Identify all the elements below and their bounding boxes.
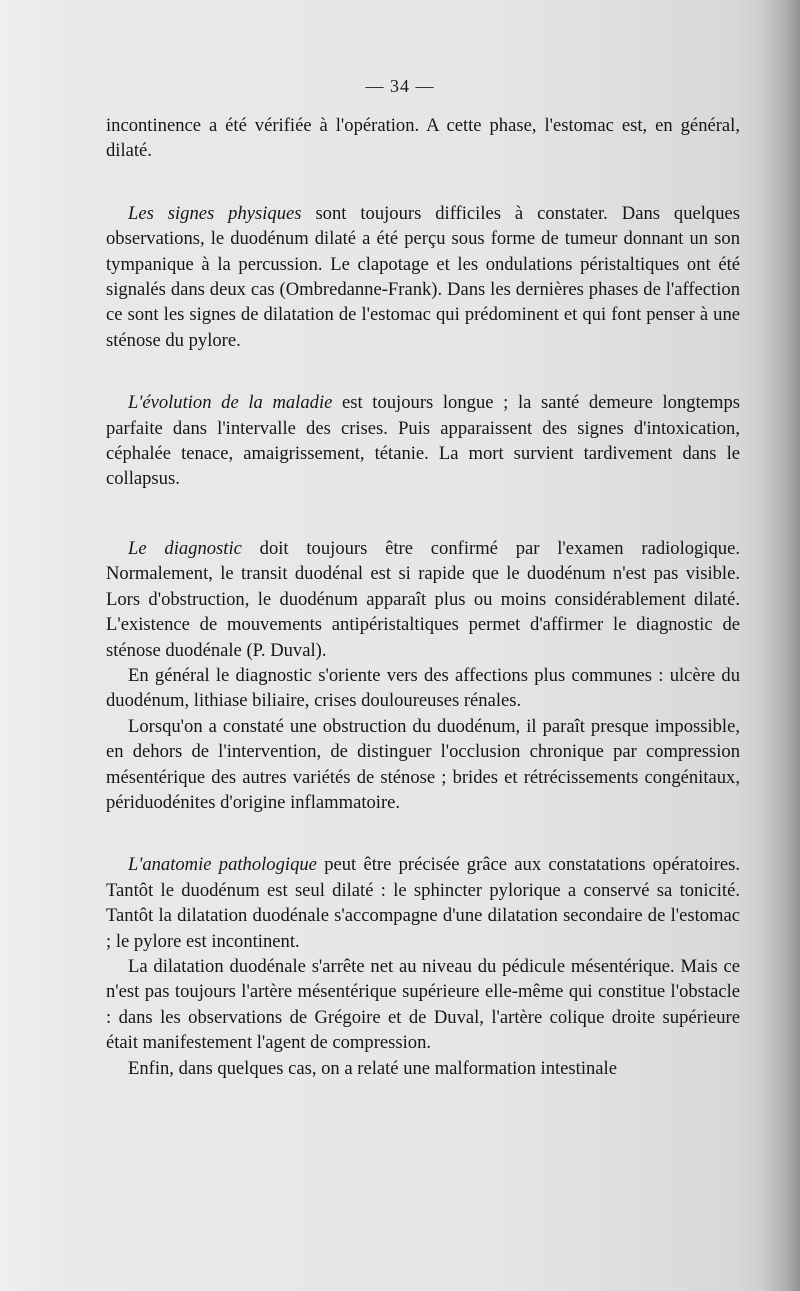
- paragraph-text: sont toujours difficiles à constater. Dans quelques observations, le duodénum dilaté a été perçu sous forme de tumeur donnant un son tympanique à la percussion. Le clapotage et les ondulations péristaltiques ont été signalés dans deux cas (Ombredanne-Frank). Dans les dernières phases de l'affection ce sont les signes de dilatation de l'estomac qui prédominent et qui font penser à une sténose du pylore.: [106, 202, 740, 351]
- paragraph-text: En général le diagnostic s'oriente vers des affections plus communes : ulcère du duodénum, lithiase biliaire, crises douloureuses rénales.: [106, 664, 740, 712]
- paragraph-text: Lorsqu'on a constaté une obstruction du duodénum, il paraît presque impossible, en dehors de l'intervention, de distinguer l'occlusion chronique par compression mésentérique des autres variétés de sténose ; brides et rétrécissements congénitaux, périduodénites d'origine inflammatoire.: [106, 715, 740, 813]
- page-edge-shadow: [762, 0, 800, 1291]
- section-lead-diagnostic: Le diagnostic: [128, 537, 242, 559]
- paragraph-malformation: [106, 1056, 740, 1081]
- paragraph-continuation: [106, 113, 740, 164]
- page-number: — 34 —: [365, 76, 435, 96]
- paragraph-text: Enfin, dans quelques cas, on a relaté une malformation intestinale: [128, 1057, 617, 1079]
- paragraph-diagnostic: [106, 536, 740, 663]
- paragraph-text: incontinence a été vérifiée à l'opération. A cette phase, l'estomac est, en général, dilaté.: [106, 115, 740, 162]
- paragraph-anatomie: [106, 852, 740, 954]
- paragraph-dilatation: [106, 954, 740, 1056]
- paragraph-diagnostic-orientation: [106, 663, 740, 714]
- section-lead-anatomie: L'anatomie pathologique: [128, 854, 317, 876]
- paragraph-text: peut être précisée grâce aux constatations opératoires. Tantôt le duodénum est seul dilaté : le sphincter pylorique a conservé sa tonicité. Tantôt la dilatation duodénale s'accompagne d'une dilatation secondaire de l'estomac ; le pylore est incontinent.: [106, 854, 740, 952]
- paragraph-evolution: [106, 390, 740, 492]
- body-text: [106, 113, 740, 1081]
- paragraph-text: La dilatation duodénale s'arrête net au niveau du pédicule mésentérique. Mais ce n'est pas toujours l'artère mésentérique supérieure elle-même qui constitue l'obstacle : dans les observations de Grégoire et de Duval, l'artère colique droite supérieure était manifestement l'agent de compression.: [106, 955, 740, 1054]
- paragraph-text: est toujours longue ; la santé demeure longtemps parfaite dans l'intervalle des crises. Puis apparaissent des signes d'intoxication, céphalée tenace, amaigrissement, tétanie. La mort survient tardivement dans le collapsus.: [106, 392, 740, 490]
- section-lead-signes-physiques: Les signes physiques: [128, 202, 302, 224]
- section-lead-evolution: L'évolution de la maladie: [128, 392, 333, 414]
- paragraph-signes-physiques: [106, 201, 740, 353]
- paragraph-obstruction: [106, 714, 740, 816]
- paragraph-text: doit toujours être confirmé par l'examen radiologique. Normalement, le transit duodénal est si rapide que le duodénum n'est pas visible. Lors d'obstruction, le duodénum apparaît plus ou moins considérablement dilaté. L'existence de mouvements antipéristaltiques permet d'affirmer le diagnostic de sténose duodénale (P. Duval).: [106, 537, 740, 661]
